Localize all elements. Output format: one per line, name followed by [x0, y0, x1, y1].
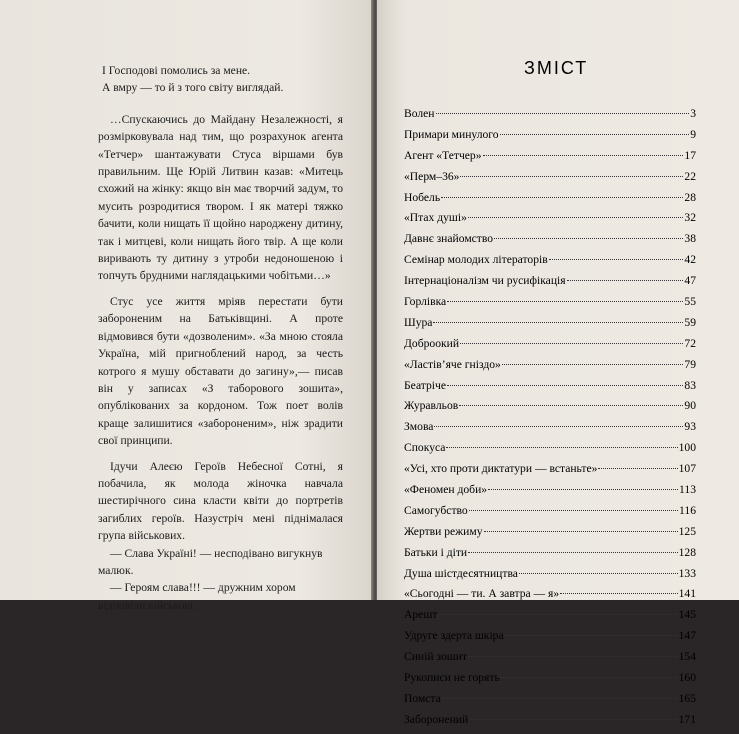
toc-leader-dots	[468, 552, 678, 553]
toc-entry	[404, 211, 696, 232]
toc-leader-dots	[484, 531, 678, 532]
toc-entry-title: Спокуса	[404, 441, 446, 455]
toc-entry	[404, 358, 696, 379]
poem-line: І Господові помолись за мене.	[102, 64, 251, 77]
toc-entry	[404, 379, 696, 400]
table-of-contents	[404, 107, 696, 734]
toc-leader-dots	[438, 614, 677, 615]
toc-entry-title: Інтернаціоналізм чи русифікація	[404, 274, 566, 288]
toc-entry-title: Семінар молодих літераторів	[404, 253, 548, 267]
toc-entry-title: Арешт	[404, 608, 438, 622]
toc-leader-dots	[433, 322, 683, 323]
toc-leader-dots	[519, 573, 678, 574]
toc-leader-dots	[502, 364, 684, 365]
toc-entry-page: 9	[690, 127, 696, 141]
toc-leader-dots	[469, 510, 678, 511]
toc-entry	[404, 253, 696, 274]
toc-entry-page: 128	[678, 545, 696, 559]
toc-leader-dots	[500, 134, 690, 135]
toc-entry-page: 59	[684, 315, 696, 329]
toc-entry-page: 160	[678, 671, 696, 685]
toc-entry-page: 3	[690, 107, 696, 120]
toc-entry-title: Душа шістдесятництва	[404, 566, 518, 580]
toc-leader-dots	[442, 698, 678, 699]
paragraph: Ідучи Алеєю Героїв Небесної Сотні, я побачила, як молода жіночка навчала шестирічного сина класти квіти до портретів загиблих героїв. Назустріч мені піднімалася група військових.	[98, 459, 343, 543]
toc-entry-page: 47	[684, 274, 696, 288]
toc-entry	[404, 608, 696, 629]
toc-entry-page: 42	[684, 253, 696, 267]
toc-leader-dots	[468, 656, 678, 657]
toc-entry-page: 93	[684, 420, 696, 434]
toc-entry-title: «Сьогодні — ти. А завтра — я»	[404, 587, 560, 601]
toc-entry-title: Давнє знайомство	[404, 232, 494, 246]
toc-entry-page: 107	[678, 462, 696, 476]
toc-entry-title: Журавльов	[404, 399, 459, 413]
toc-entry	[404, 441, 696, 462]
toc-leader-dots	[567, 280, 684, 281]
toc-entry	[404, 232, 696, 253]
toc-leader-dots	[441, 197, 683, 198]
toc-leader-dots	[469, 719, 677, 720]
toc-leader-dots	[494, 238, 683, 239]
toc-leader-dots	[560, 593, 677, 594]
toc-entry	[404, 692, 696, 713]
toc-entry-title: Примари минулого	[404, 127, 499, 141]
toc-entry-page: 141	[678, 587, 696, 601]
toc-entry	[404, 629, 696, 650]
toc-entry	[404, 587, 696, 608]
toc-leader-dots	[460, 343, 683, 344]
poem-quote	[102, 62, 343, 97]
toc-leader-dots	[446, 447, 677, 448]
toc-entry-title: Помста	[404, 691, 441, 705]
toc-entry	[404, 462, 696, 483]
toc-leader-dots	[483, 155, 684, 156]
toc-entry-page: 100	[678, 441, 696, 455]
toc-entry-page: 165	[678, 691, 696, 705]
dialog-line: — Героям слава!!! — дружним хором відповіли військові.	[98, 581, 296, 612]
toc-entry-page: 116	[679, 503, 696, 517]
toc-entry-page: 28	[684, 190, 696, 204]
toc-entry-page: 113	[679, 483, 696, 497]
toc-entry-page: 154	[678, 650, 696, 664]
toc-entry	[404, 546, 696, 567]
toc-entry	[404, 713, 696, 734]
toc-leader-dots	[434, 426, 683, 427]
toc-entry-title: Нобель	[404, 190, 441, 204]
left-page	[0, 0, 374, 612]
toc-entry-page: 133	[678, 566, 696, 580]
toc-entry-title: «Перм–36»	[404, 169, 460, 183]
toc-entry-title: Жертви режиму	[404, 524, 483, 538]
toc-entry-title: «Феномен доби»	[404, 483, 488, 497]
toc-leader-dots	[598, 468, 677, 469]
toc-leader-dots	[549, 259, 684, 260]
toc-entry	[404, 337, 696, 358]
toc-leader-dots	[447, 301, 683, 302]
toc-leader-dots	[505, 635, 678, 636]
toc-entry-title: Шура	[404, 315, 433, 329]
toc-entry-title: Синій зошит	[404, 650, 467, 664]
toc-entry-page: 171	[678, 712, 696, 726]
toc-title: ЗМІСТ	[524, 58, 589, 78]
toc-entry	[404, 170, 696, 191]
toc-entry	[404, 504, 696, 525]
toc-entry-title: Доброокий	[404, 336, 460, 350]
toc-entry-page: 72	[684, 336, 696, 350]
dialog-line: — Слава Україні! — несподівано вигукнув малюк.	[98, 546, 323, 577]
toc-leader-dots	[468, 217, 684, 218]
toc-entry	[404, 128, 696, 149]
toc-entry-title: Рукописи не горять	[404, 671, 500, 685]
paragraph: …Спускаючись до Майдану Незалежності, я розмірковувала над тим, що розрахунок агента «Тетчер» шантажувати Стуса віршами був правильним. Ще Юрій Литвин казав: «Митець схожий на жінку: якщо він має творчий задум, то мусить розродитися твором. І як матері тяжко бачити, коли нищать її щойно народжену дитину, так і митцеві, коли нищать його твір. А ще коли виривають ту дитину з утроби недоношеною і топчуть брудними наглядацькими чобітьми…»	[98, 112, 343, 283]
toc-entry-title: Змова	[404, 420, 434, 434]
toc-entry-title: Удруге здерта шкіра	[404, 629, 504, 643]
toc-entry-title: Заборонений	[404, 712, 469, 726]
toc-leader-dots	[488, 489, 678, 490]
toc-leader-dots	[460, 176, 683, 177]
toc-entry-title: «Ластів’яче гніздо»	[404, 357, 501, 371]
toc-entry	[404, 420, 696, 441]
toc-entry	[404, 316, 696, 337]
toc-entry-title: «Усі, хто проти диктатури — встаньте»	[404, 462, 598, 476]
toc-entry-page: 79	[684, 357, 696, 371]
toc-entry	[404, 671, 696, 692]
toc-entry-title: Горлівка	[404, 295, 447, 309]
toc-entry-title: Самогубство	[404, 503, 468, 517]
poem-line: А вмру — то й з того світу виглядай.	[102, 81, 284, 95]
toc-entry	[404, 567, 696, 588]
toc-entry-page: 147	[678, 629, 696, 643]
toc-entry-title: Беатріче	[404, 378, 446, 392]
toc-entry	[404, 525, 696, 546]
toc-entry-page: 32	[684, 211, 696, 225]
toc-entry	[404, 399, 696, 420]
left-page-text	[98, 62, 343, 614]
toc-entry	[404, 650, 696, 671]
toc-entry	[404, 149, 696, 170]
toc-entry-title: «Птах душі»	[404, 211, 467, 225]
toc-entry-title: Агент «Тетчер»	[404, 148, 482, 162]
toc-entry	[404, 483, 696, 504]
paragraph: Стус усе життя мріяв перестати бути забороненим на Батьківщині. А проте відмовився бути «дозволеним». «За мною стояла Україна, мій пригноблений народ, за честь котрого я мушу обставати до загину»,— писав він у записах «З таборового зошита», опублікованих за кордоном. Тож поет волів краще залишитися «забороненим», ніж зрадити свої принципи.	[98, 294, 343, 448]
toc-entry-page: 83	[684, 378, 696, 392]
toc-entry-page: 145	[678, 608, 696, 622]
toc-entry-page: 55	[684, 295, 696, 309]
toc-leader-dots	[436, 113, 690, 114]
toc-entry-title: Батьки і діти	[404, 545, 468, 559]
toc-leader-dots	[459, 405, 683, 406]
toc-entry	[404, 191, 696, 212]
toc-entry-page: 90	[684, 399, 696, 413]
toc-entry-page: 38	[684, 232, 696, 246]
toc-entry-page: 22	[684, 169, 696, 183]
toc-entry	[404, 274, 696, 295]
toc-leader-dots	[501, 677, 678, 678]
toc-entry	[404, 107, 696, 128]
toc-entry	[404, 295, 696, 316]
toc-entry-page: 125	[678, 524, 696, 538]
toc-entry-page: 17	[684, 148, 696, 162]
toc-leader-dots	[447, 385, 683, 386]
toc-entry-title: Волен	[404, 107, 435, 120]
